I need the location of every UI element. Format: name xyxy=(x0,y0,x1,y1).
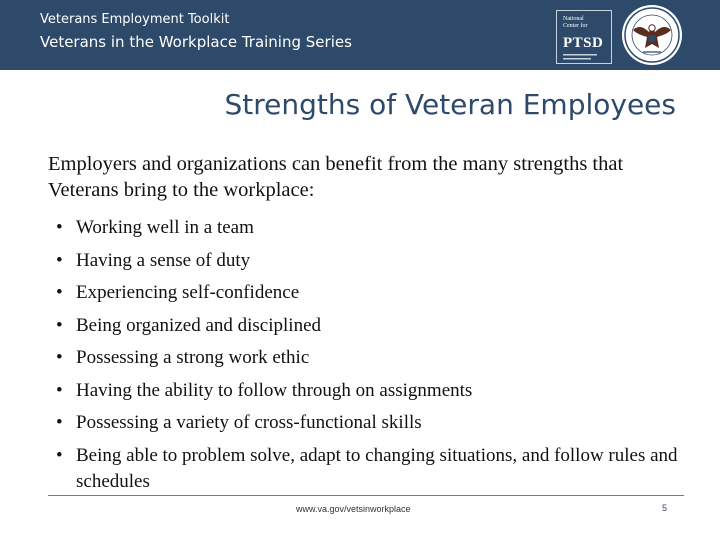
slide-title: Strengths of Veteran Employees xyxy=(224,88,676,121)
ptsd-logo-main: PTSD xyxy=(563,35,604,51)
ptsd-logo-fineprint xyxy=(563,54,603,63)
toolkit-title: Veterans Employment Toolkit xyxy=(40,12,230,27)
ptsd-logo xyxy=(556,10,612,64)
bullet-icon: • xyxy=(56,412,63,433)
ptsd-logo-line1: National xyxy=(563,16,584,22)
list-item: • Working well in a team xyxy=(48,212,678,245)
list-item: • Being able to problem solve, adapt to changing situations, and follow rules and schedules xyxy=(48,440,678,495)
list-item: • Possessing a strong work ethic xyxy=(48,342,678,375)
strengths-list xyxy=(48,212,678,495)
ptsd-logo-line2: Center for xyxy=(563,23,588,29)
bullet-icon: • xyxy=(56,444,63,466)
bullet-icon: • xyxy=(56,314,63,336)
list-item: • Having a sense of duty xyxy=(48,245,678,278)
bullet-icon: • xyxy=(56,282,63,303)
footer-divider xyxy=(48,495,684,496)
list-item: • Possessing a variety of cross-functional skills xyxy=(48,407,678,440)
bullet-icon: • xyxy=(56,249,63,271)
va-seal-logo xyxy=(621,4,683,66)
intro-paragraph: Employers and organizations can benefit from the many strengths that Veterans bring to the workplace: xyxy=(48,153,624,201)
list-item: • Being organized and disciplined xyxy=(48,310,678,343)
series-title: Veterans in the Workplace Training Series xyxy=(40,33,352,51)
list-item: • Having the ability to follow through on assignments xyxy=(48,375,678,408)
footer-url[interactable]: www.va.gov/vetsinworkplace xyxy=(296,504,411,514)
page-number: 5 xyxy=(662,503,668,513)
bullet-icon: • xyxy=(56,379,63,401)
header-banner xyxy=(0,0,720,70)
bullet-icon: • xyxy=(56,217,63,238)
bullet-icon: • xyxy=(56,347,63,368)
list-item: • Experiencing self-confidence xyxy=(48,277,678,310)
